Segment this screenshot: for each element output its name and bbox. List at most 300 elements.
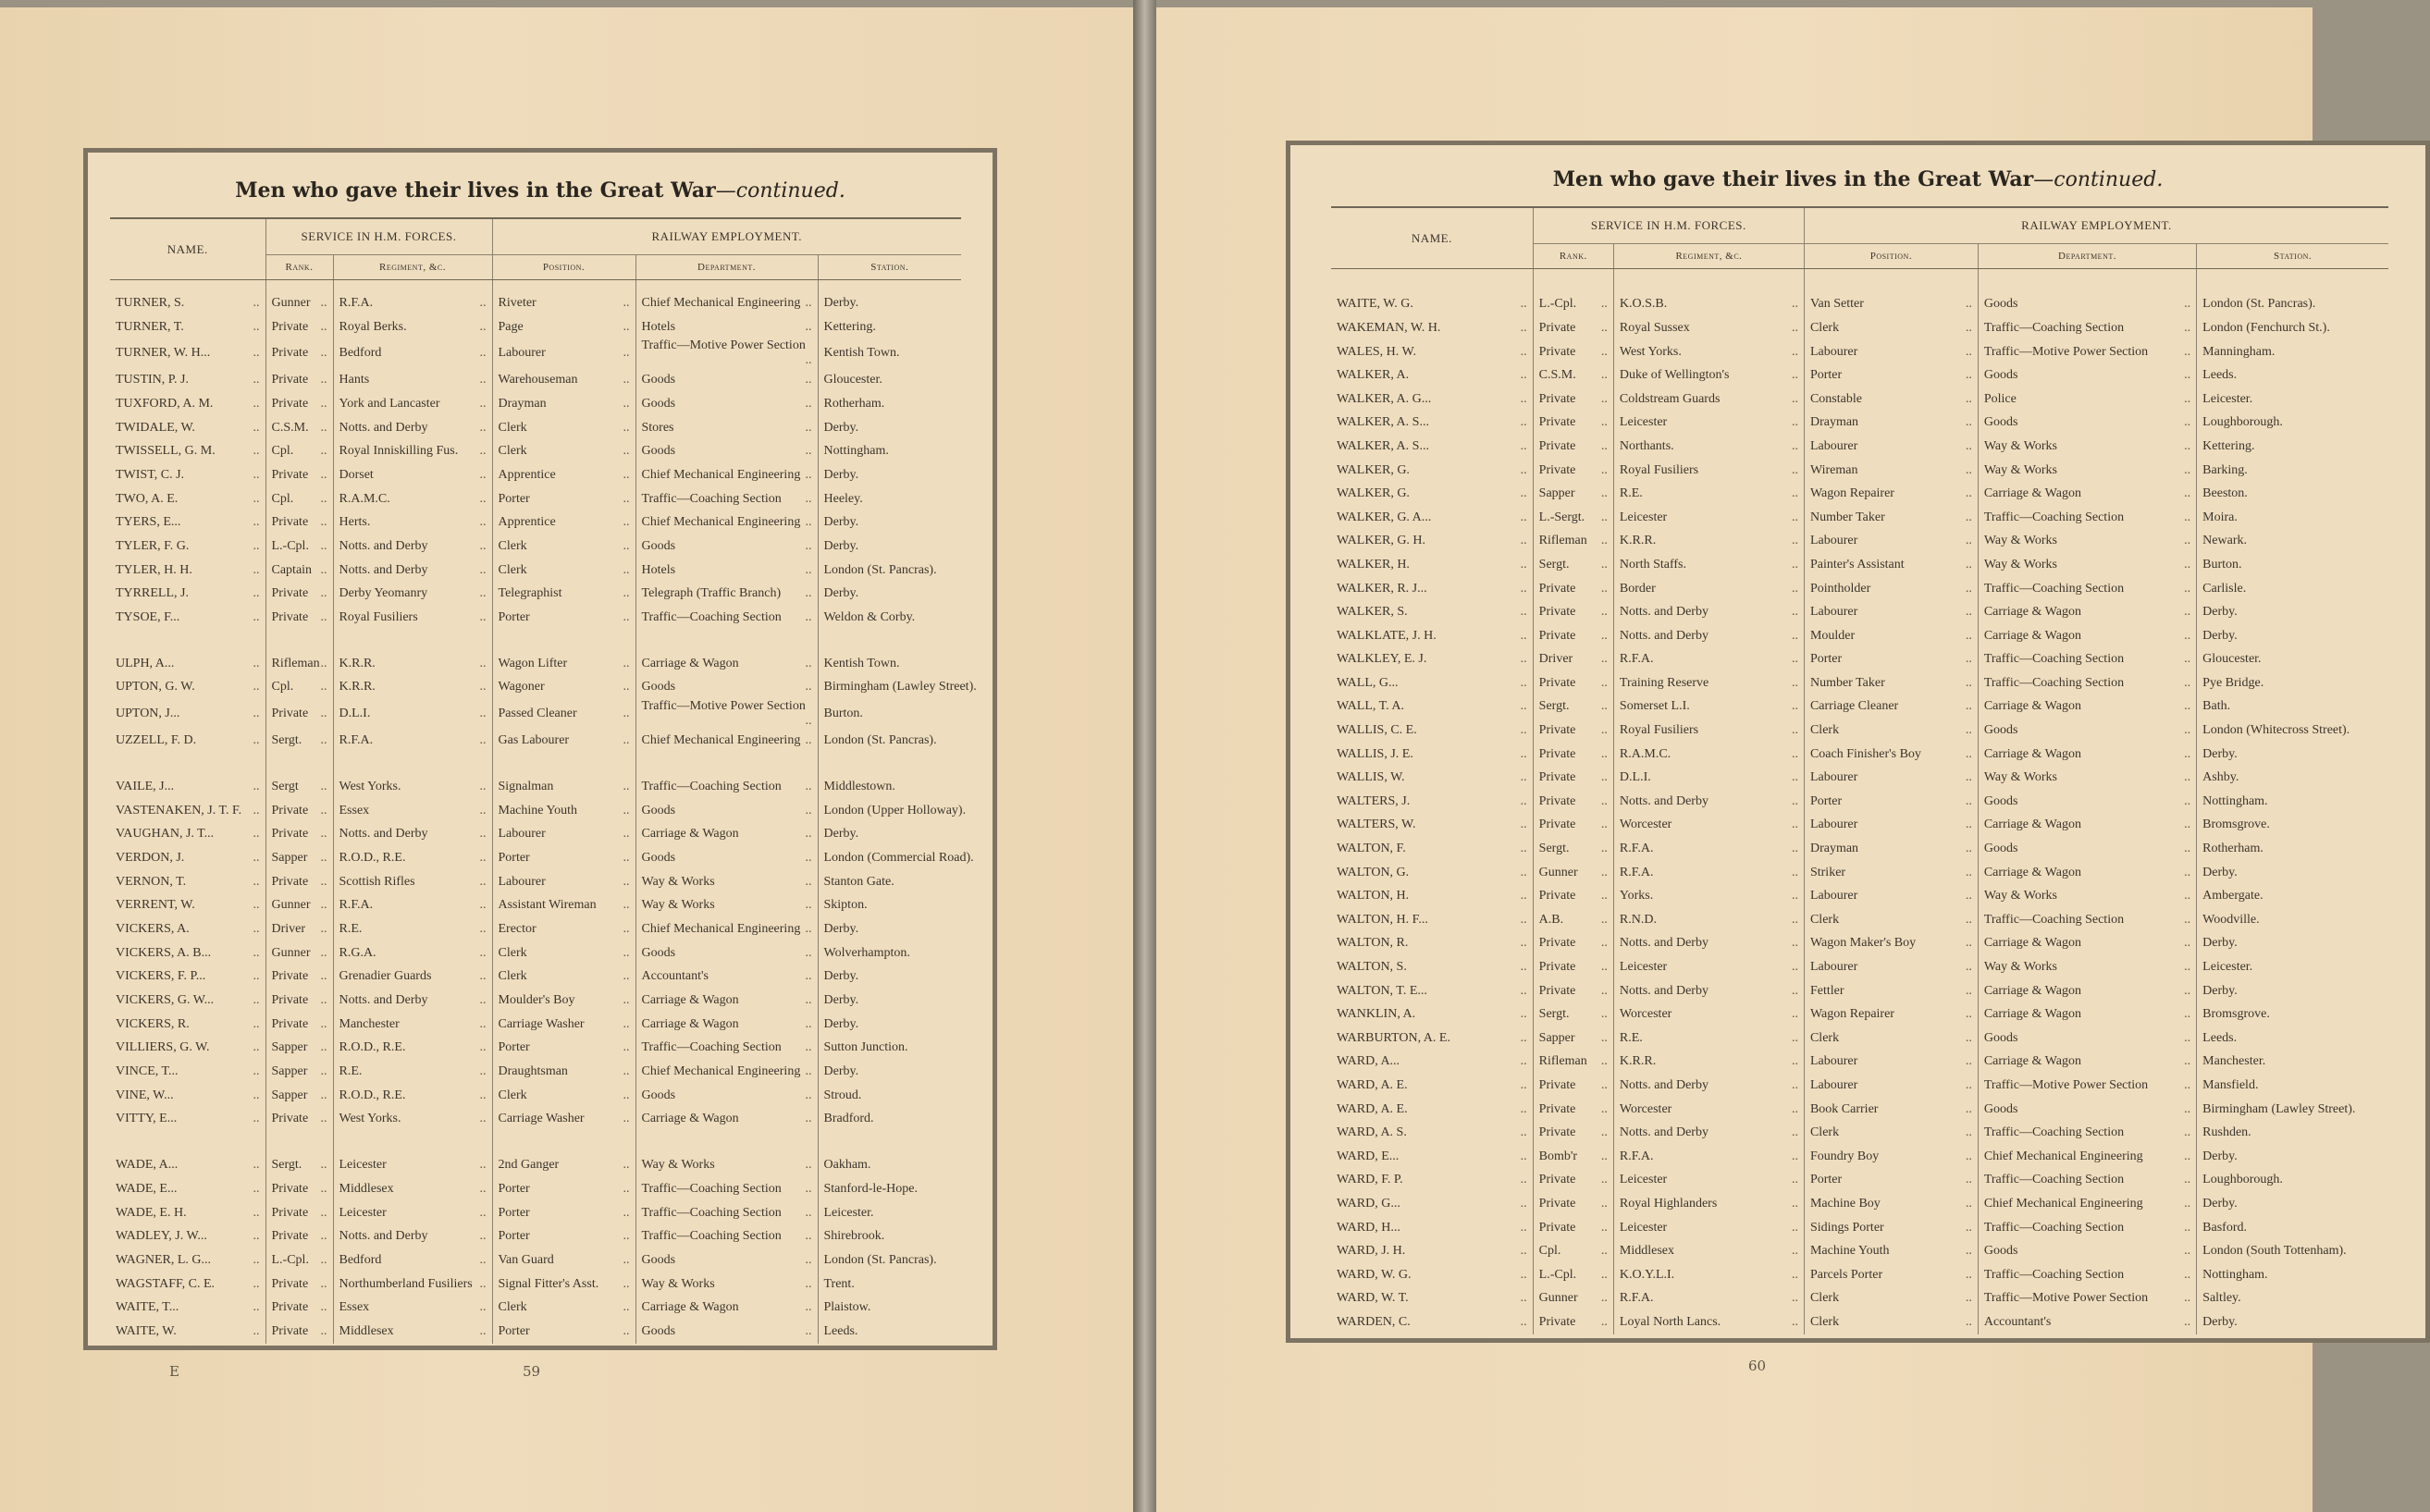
- entry-station: Sutton Junction.: [823, 1040, 908, 1055]
- entry-regiment: Leicester ..: [333, 1153, 492, 1177]
- entry-name: WAITE, T... ..: [110, 1296, 265, 1320]
- entry-rank: Sapper ..: [1533, 1026, 1613, 1051]
- entry-station: Derby.: [823, 515, 859, 530]
- entry-rank: L.-Cpl. ..: [1533, 1263, 1613, 1287]
- entry-position: Number Taker ..: [1804, 671, 1978, 695]
- entry-position: Wagon Repairer ..: [1804, 1002, 1978, 1026]
- entry-station: Woodville.: [2202, 912, 2260, 927]
- entry-station: Gloucester.: [823, 373, 882, 387]
- table-row: [110, 1060, 961, 1084]
- entry-name: TYLER, F. G. ..: [110, 535, 265, 559]
- title-continued: —continued.: [2033, 168, 2164, 191]
- entry-position: Clerk ..: [492, 439, 635, 463]
- entry-rank: L.-Cpl. ..: [265, 1248, 333, 1272]
- entry-regiment: Notts. and Derby ..: [333, 989, 492, 1013]
- entry-position: Wagon Repairer ..: [1804, 482, 1978, 506]
- entry-rank: Private ..: [265, 1296, 333, 1320]
- entry-position: Porter ..: [1804, 790, 1978, 814]
- entry-name: WALTERS, J. ..: [1331, 790, 1533, 814]
- entry-rank: L.-Sergt. ..: [1533, 506, 1613, 530]
- entry-station: Oakham.: [823, 1158, 871, 1173]
- entry-position: Porter ..: [1804, 1169, 1978, 1193]
- entry-position: Clerk ..: [1804, 316, 1978, 340]
- spacer-cell: [2197, 269, 2388, 293]
- entry-department: Traffic—Coaching Section ..: [1978, 1121, 2196, 1145]
- entry-department: Chief Mechanical Engineering ..: [1978, 1145, 2196, 1169]
- entry-name: TYSOE, F... ..: [110, 606, 265, 630]
- entry-rank: Private ..: [1533, 1310, 1613, 1334]
- entry-name: WANKLIN, A. ..: [1331, 1002, 1533, 1026]
- entry-station: Leicester.: [823, 1205, 874, 1220]
- entry-name: VAUGHAN, J. T... ..: [110, 822, 265, 846]
- entry-position: Painter's Assistant ..: [1804, 553, 1978, 577]
- entry-name: WALKER, R. J... ..: [1331, 577, 1533, 601]
- entry-station: Birmingham (Lawley Street).: [823, 680, 977, 695]
- entry-regiment: R.E. ..: [1613, 1026, 1804, 1051]
- entry-position: Labourer ..: [1804, 766, 1978, 790]
- entry-position: Coach Finisher's Boy ..: [1804, 743, 1978, 767]
- entry-department: Accountant's ..: [1978, 1310, 2196, 1334]
- entry-department: Goods ..: [1978, 719, 2196, 743]
- entry-regiment: Derby Yeomanry ..: [333, 583, 492, 607]
- header-department: Department.: [635, 255, 818, 280]
- spacer-cell: [492, 630, 635, 652]
- entry-position: Labourer ..: [492, 870, 635, 894]
- header-rank: Rank.: [265, 255, 333, 280]
- entry-position: Telegraphist ..: [492, 583, 635, 607]
- entry-position: Labourer ..: [1804, 955, 1978, 979]
- table-row: [1331, 671, 2388, 695]
- entry-regiment: K.O.S.B. ..: [1613, 293, 1804, 317]
- table-row: [110, 583, 961, 607]
- entry-name: WAKEMAN, W. H. ..: [1331, 316, 1533, 340]
- entry-position: Labourer ..: [1804, 530, 1978, 554]
- row-spacer: [1331, 269, 2388, 293]
- left-page-title: [88, 178, 993, 203]
- entry-position: Porter ..: [492, 1201, 635, 1225]
- entry-name: WAGNER, L. G... ..: [110, 1248, 265, 1272]
- table-row: [110, 511, 961, 535]
- row-spacer: [110, 753, 961, 775]
- table-row: [1331, 1026, 2388, 1051]
- entry-station: Moira.: [2202, 510, 2238, 524]
- table-row: [1331, 387, 2388, 412]
- table-row: [1331, 1310, 2388, 1334]
- entry-station: Plaistow.: [823, 1300, 871, 1315]
- spacer-cell: [333, 280, 492, 292]
- spacer-cell: [1331, 269, 1533, 293]
- entry-department: Carriage & Wagon ..: [635, 1108, 818, 1132]
- entry-name: TUSTIN, P. J. ..: [110, 368, 265, 392]
- entry-name: WALTON, H. ..: [1331, 884, 1533, 908]
- entry-station: Birmingham (Lawley Street).: [2202, 1101, 2356, 1116]
- entry-department: Traffic—Coaching Section ..: [1978, 1216, 2196, 1240]
- entry-department: Way & Works ..: [1978, 884, 2196, 908]
- table-row: [1331, 766, 2388, 790]
- entry-department: Goods ..: [635, 535, 818, 559]
- entry-station: Derby.: [2202, 1196, 2238, 1211]
- entry-rank: Cpl. ..: [1533, 1239, 1613, 1263]
- header-regiment: Regiment, &c.: [1613, 244, 1804, 269]
- spacer-cell: [265, 753, 333, 775]
- entry-department: Carriage & Wagon ..: [1978, 743, 2196, 767]
- entry-rank: Private ..: [1533, 1098, 1613, 1122]
- header-regiment: Regiment, &c.: [333, 255, 492, 280]
- table-row: [110, 463, 961, 487]
- table-row: [110, 368, 961, 392]
- entry-regiment: Herts. ..: [333, 511, 492, 535]
- entry-position: Labourer ..: [1804, 1051, 1978, 1075]
- entry-station: Derby.: [823, 1016, 859, 1031]
- table-row: [110, 487, 961, 511]
- entry-station: Derby.: [823, 993, 859, 1008]
- spacer-cell: [818, 630, 961, 652]
- entry-station: Leeds.: [2202, 368, 2238, 383]
- entry-station: London (Fenchurch St.).: [2202, 320, 2330, 335]
- entry-regiment: K.R.R. ..: [1613, 530, 1804, 554]
- table-row: [1331, 577, 2388, 601]
- entry-position: Porter ..: [492, 1320, 635, 1344]
- entry-position: Clerk ..: [1804, 1287, 1978, 1311]
- entry-name: TWISSELL, G. M. ..: [110, 439, 265, 463]
- table-row: [1331, 459, 2388, 483]
- table-row: [1331, 1051, 2388, 1075]
- entry-station: Loughborough.: [2202, 415, 2283, 430]
- entry-name: UPTON, J... ..: [110, 699, 265, 729]
- entry-station: Derby.: [823, 827, 859, 842]
- entry-station: London (Commercial Road).: [823, 850, 974, 865]
- right-roll-table: [1331, 206, 2388, 1334]
- entry-position: Clerk ..: [492, 416, 635, 440]
- entry-rank: Private ..: [265, 1108, 333, 1132]
- entry-rank: Rifleman ..: [1533, 1051, 1613, 1075]
- entry-regiment: Royal Inniskilling Fus. ..: [333, 439, 492, 463]
- entry-regiment: Northants. ..: [1613, 435, 1804, 459]
- entry-station: Barking.: [2202, 462, 2248, 477]
- right-page-title: [1290, 167, 2425, 191]
- entry-department: Chief Mechanical Engineering ..: [635, 729, 818, 753]
- left-roll-table: [110, 217, 977, 1344]
- table-row: [1331, 861, 2388, 885]
- entry-station: Derby.: [823, 586, 859, 601]
- entry-department: Way & Works ..: [1978, 435, 2196, 459]
- entry-name: VASTENAKEN, J. T. F. ..: [110, 799, 265, 823]
- table-row: [1331, 1263, 2388, 1287]
- entry-station: Mansfield.: [2202, 1077, 2259, 1092]
- entry-rank: Private ..: [1533, 624, 1613, 648]
- table-row: [1331, 790, 2388, 814]
- entry-regiment: Royal Highlanders ..: [1613, 1192, 1804, 1216]
- entry-station: Burton.: [2202, 557, 2242, 572]
- entry-department: Carriage & Wagon ..: [1978, 695, 2196, 719]
- entry-regiment: Notts. and Derby ..: [333, 416, 492, 440]
- entry-station: Derby.: [2202, 983, 2238, 998]
- entry-regiment: Essex ..: [333, 1296, 492, 1320]
- entry-regiment: Duke of Wellington's ..: [1613, 363, 1804, 387]
- entry-name: WALTON, R. ..: [1331, 932, 1533, 956]
- entry-department: Goods ..: [1978, 837, 2196, 861]
- header-position: Position.: [492, 255, 635, 280]
- entry-department: Carriage & Wagon ..: [1978, 600, 2196, 624]
- entry-department: Goods ..: [635, 941, 818, 965]
- entry-regiment: Leicester ..: [1613, 412, 1804, 436]
- spacer-cell: [265, 280, 333, 292]
- entry-station: Derby.: [823, 467, 859, 482]
- entry-name: WARD, A. E. ..: [1331, 1098, 1533, 1122]
- entry-position: Clerk ..: [492, 1084, 635, 1108]
- entry-position: Porter ..: [492, 487, 635, 511]
- table-row: [1331, 1074, 2388, 1098]
- entry-rank: A.B. ..: [1533, 908, 1613, 932]
- spacer-cell: [333, 630, 492, 652]
- entry-regiment: Notts. and Derby ..: [1613, 790, 1804, 814]
- entry-department: Chief Mechanical Engineering ..: [635, 463, 818, 487]
- entry-position: Clerk ..: [492, 1296, 635, 1320]
- table-row: [1331, 1216, 2388, 1240]
- entry-rank: Sergt. ..: [265, 1153, 333, 1177]
- entry-position: Drayman ..: [1804, 412, 1978, 436]
- entry-position: Fettler ..: [1804, 979, 1978, 1003]
- entry-department: Traffic—Coaching Section ..: [1978, 316, 2196, 340]
- entry-department: Goods ..: [1978, 412, 2196, 436]
- entry-position: Clerk ..: [492, 965, 635, 990]
- entry-name: WARD, A. S. ..: [1331, 1121, 1533, 1145]
- table-row: [1331, 316, 2388, 340]
- table-row: [110, 822, 961, 846]
- entry-position: Striker ..: [1804, 861, 1978, 885]
- entry-department: Traffic—Coaching Section ..: [635, 1177, 818, 1201]
- table-row: [1331, 719, 2388, 743]
- entry-station: Trent.: [823, 1276, 855, 1291]
- entry-position: Page ..: [492, 315, 635, 339]
- header-name: NAME.: [1331, 207, 1533, 269]
- entry-name: WALKER, A. S... ..: [1331, 412, 1533, 436]
- table-row: [110, 439, 961, 463]
- entry-regiment: R.O.D., R.E. ..: [333, 846, 492, 870]
- entry-regiment: Notts. and Derby ..: [333, 822, 492, 846]
- entry-name: TURNER, W. H... ..: [110, 338, 265, 368]
- entry-regiment: R.F.A. ..: [1613, 1287, 1804, 1311]
- entry-position: Signalman ..: [492, 775, 635, 799]
- entry-rank: Private ..: [1533, 1074, 1613, 1098]
- entry-department: Goods ..: [635, 676, 818, 700]
- entry-name: TYERS, E... ..: [110, 511, 265, 535]
- entry-rank: Private ..: [1533, 719, 1613, 743]
- entry-rank: Private ..: [265, 1320, 333, 1344]
- entry-regiment: Somerset L.I. ..: [1613, 695, 1804, 719]
- entry-name: WARDEN, C. ..: [1331, 1310, 1533, 1334]
- entry-rank: C.S.M. ..: [1533, 363, 1613, 387]
- entry-name: WALKER, A. ..: [1331, 363, 1533, 387]
- entry-position: Carriage Washer ..: [492, 1013, 635, 1037]
- entry-position: Sidings Porter ..: [1804, 1216, 1978, 1240]
- entry-rank: Private ..: [265, 606, 333, 630]
- entry-station: Kettering.: [823, 319, 876, 334]
- entry-regiment: R.F.A. ..: [1613, 648, 1804, 672]
- table-row: [110, 775, 961, 799]
- entry-regiment: Notts. and Derby ..: [1613, 600, 1804, 624]
- entry-rank: Sapper ..: [1533, 482, 1613, 506]
- entry-position: Foundry Boy ..: [1804, 1145, 1978, 1169]
- entry-position: Porter ..: [1804, 648, 1978, 672]
- entry-department: Traffic—Motive Power Section ..: [1978, 1287, 2196, 1311]
- entry-name: TYRRELL, J. ..: [110, 583, 265, 607]
- entry-name: TUXFORD, A. M. ..: [110, 392, 265, 416]
- table-row: [110, 338, 961, 368]
- title-continued: —continued.: [715, 179, 845, 203]
- spacer-cell: [1533, 269, 1613, 293]
- entry-position: Van Setter ..: [1804, 293, 1978, 317]
- entry-station: Derby.: [823, 420, 859, 435]
- entry-department: Telegraph (Traffic Branch) ..: [635, 583, 818, 607]
- entry-department: Traffic—Coaching Section ..: [1978, 1263, 2196, 1287]
- entry-name: WARD, F. P. ..: [1331, 1169, 1533, 1193]
- entry-name: VERRENT, W. ..: [110, 893, 265, 917]
- entry-name: WARBURTON, A. E. ..: [1331, 1026, 1533, 1051]
- entry-rank: Private ..: [1533, 1169, 1613, 1193]
- entry-regiment: Border ..: [1613, 577, 1804, 601]
- entry-department: Goods ..: [635, 1320, 818, 1344]
- table-row: [1331, 1098, 2388, 1122]
- table-row: [110, 1248, 961, 1272]
- entry-regiment: R.E. ..: [1613, 482, 1804, 506]
- entry-station: Kettering.: [2202, 438, 2255, 453]
- entry-department: Traffic—Motive Power Section ..: [1978, 340, 2196, 364]
- entry-department: Carriage & Wagon ..: [1978, 932, 2196, 956]
- entry-position: Labourer ..: [492, 338, 635, 368]
- entry-regiment: Worcester ..: [1613, 1098, 1804, 1122]
- table-row: [110, 1320, 961, 1344]
- entry-station: Stroud.: [823, 1088, 862, 1102]
- entry-name: WARD, E... ..: [1331, 1145, 1533, 1169]
- entry-rank: L.-Cpl. ..: [265, 535, 333, 559]
- entry-department: Traffic—Motive Power Section ..: [1978, 1074, 2196, 1098]
- spacer-cell: [635, 753, 818, 775]
- table-row: [110, 291, 961, 315]
- entry-rank: Private ..: [1533, 955, 1613, 979]
- table-row: [110, 1037, 961, 1061]
- title-text: Men who gave their lives in the Great War: [235, 178, 716, 203]
- entry-name: WALLIS, W. ..: [1331, 766, 1533, 790]
- entry-regiment: R.F.A. ..: [333, 893, 492, 917]
- table-row: [110, 606, 961, 630]
- entry-name: WARD, W. G. ..: [1331, 1263, 1533, 1287]
- entry-position: Clerk ..: [1804, 908, 1978, 932]
- entry-station: Derby.: [823, 295, 859, 310]
- entry-position: Labourer ..: [1804, 340, 1978, 364]
- entry-name: WADE, E... ..: [110, 1177, 265, 1201]
- entry-name: WADLEY, J. W... ..: [110, 1224, 265, 1248]
- entry-department: Goods ..: [635, 392, 818, 416]
- spacer-cell: [492, 753, 635, 775]
- entry-name: WALKER, G. H. ..: [1331, 530, 1533, 554]
- entry-station: Bromsgrove.: [2202, 817, 2270, 832]
- entry-position: Parcels Porter ..: [1804, 1263, 1978, 1287]
- entry-regiment: North Staffs. ..: [1613, 553, 1804, 577]
- entry-regiment: R.E. ..: [333, 1060, 492, 1084]
- table-row: [110, 965, 961, 990]
- entry-position: Machine Boy ..: [1804, 1192, 1978, 1216]
- entry-position: Porter ..: [492, 1037, 635, 1061]
- entry-department: Hotels ..: [635, 559, 818, 583]
- entry-position: Labourer ..: [1804, 814, 1978, 838]
- entry-rank: Sergt. ..: [1533, 837, 1613, 861]
- entry-position: Assistant Wireman ..: [492, 893, 635, 917]
- entry-position: Wagoner ..: [492, 676, 635, 700]
- entry-position: Apprentice ..: [492, 511, 635, 535]
- entry-department: Goods ..: [635, 1248, 818, 1272]
- header-department: Department.: [1978, 244, 2196, 269]
- table-row: [110, 729, 961, 753]
- entry-station: Derby.: [2202, 605, 2238, 620]
- entry-rank: Private ..: [265, 965, 333, 990]
- entry-name: UPTON, G. W. ..: [110, 676, 265, 700]
- entry-regiment: Leicester ..: [333, 1201, 492, 1225]
- entry-station: Leeds.: [2202, 1030, 2238, 1045]
- table-row: [110, 1084, 961, 1108]
- entry-station: Gloucester.: [2202, 652, 2262, 667]
- entry-regiment: R.G.A. ..: [333, 941, 492, 965]
- spacer-cell: [1613, 269, 1804, 293]
- spacer-cell: [492, 280, 635, 292]
- right-page: [1156, 7, 2356, 1512]
- entry-rank: Private ..: [1533, 340, 1613, 364]
- entry-rank: Captain ..: [265, 559, 333, 583]
- title-text: Men who gave their lives in the Great War: [1552, 167, 2034, 191]
- table-row: [1331, 553, 2388, 577]
- entry-station: Nottingham.: [2202, 1267, 2268, 1282]
- entry-rank: Sapper ..: [265, 1084, 333, 1108]
- entry-rank: Private ..: [1533, 412, 1613, 436]
- table-row: [1331, 955, 2388, 979]
- page-number-right: 60: [1748, 1358, 1767, 1374]
- table-row: [110, 652, 961, 676]
- table-row: [1331, 1121, 2388, 1145]
- table-row: [110, 941, 961, 965]
- entry-department: Traffic—Coaching Section ..: [1978, 577, 2196, 601]
- entry-name: WALKER, G. A... ..: [1331, 506, 1533, 530]
- table-row: [1331, 363, 2388, 387]
- entry-department: Traffic—Coaching Section ..: [1978, 506, 2196, 530]
- entry-station: Middlestown.: [823, 779, 895, 793]
- entry-name: WADE, A... ..: [110, 1153, 265, 1177]
- entry-rank: Private ..: [265, 368, 333, 392]
- entry-name: WALKER, H. ..: [1331, 553, 1533, 577]
- table-row: [1331, 1169, 2388, 1193]
- table-row: [110, 1296, 961, 1320]
- header-railway: RAILWAY EMPLOYMENT.: [1804, 207, 2388, 244]
- entry-regiment: Royal Fusiliers ..: [1613, 459, 1804, 483]
- entry-name: WALTON, T. E... ..: [1331, 979, 1533, 1003]
- table-row: [1331, 600, 2388, 624]
- row-spacer: [110, 630, 961, 652]
- entry-station: Derby.: [2202, 1149, 2238, 1163]
- entry-station: Ashby.: [2202, 770, 2239, 785]
- table-row: [1331, 435, 2388, 459]
- entry-position: Number Taker ..: [1804, 506, 1978, 530]
- book-gutter: [1133, 0, 1156, 1512]
- entry-station: Rotherham.: [823, 396, 885, 411]
- entry-rank: Gunner ..: [265, 941, 333, 965]
- entry-position: Van Guard ..: [492, 1248, 635, 1272]
- entry-position: Signal Fitter's Asst. ..: [492, 1272, 635, 1297]
- spacer-cell: [635, 280, 818, 292]
- table-row: [1331, 908, 2388, 932]
- spacer-cell: [818, 1131, 961, 1153]
- entry-regiment: Notts. and Derby ..: [1613, 932, 1804, 956]
- header-station: Station.: [2197, 244, 2388, 269]
- entry-name: WALTON, H. F... ..: [1331, 908, 1533, 932]
